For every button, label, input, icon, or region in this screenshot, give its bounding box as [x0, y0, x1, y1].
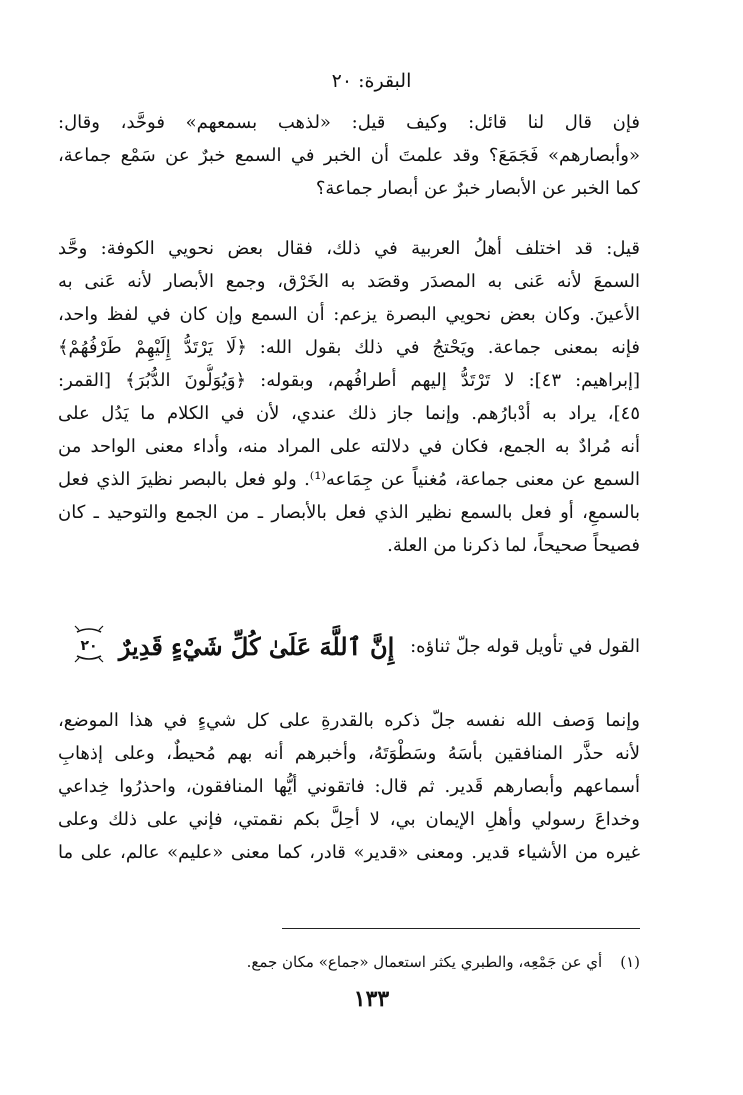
paragraph-question	[58, 106, 640, 205]
text-line: السمعَ لأنه عَنى به المصدَر وقصَد به الخَرْق، وجمع الأبصار لأنه عَنى به	[58, 271, 640, 292]
text-line: فصيحاً صحيحاً، لما ذكرنا من العلة.	[387, 535, 640, 556]
text-line: أنه مُرادٌ به الجمع، فكان في دلالته على المراد منه، وأداء معنى الواحد من	[58, 436, 640, 457]
text-line: الأعينَ. وكان بعض نحويي البصرة يزعم: أن السمع وإن كان في لفظ واحد،	[58, 304, 640, 325]
page-number: ١٣٣	[353, 986, 390, 1012]
text-line: ٤٥]، يراد به أدْبارُهم. وإنما جاز ذلك عندي، لأن في الكلام ما يَدُل على	[58, 403, 640, 424]
footnote	[247, 953, 640, 971]
paragraph-answer	[58, 232, 640, 562]
text-line: وخداعَ رسولي وأهلِ الإيمان بي، لا أحِلَّ بكم نقمتي، فإني على ذلك وعلى	[58, 809, 640, 830]
text-line: «وأبصارهم» فَجَمَعَ؟ وقد علمتَ أن الخبر في السمع خبرٌ عن سَمْع جماعة،	[58, 145, 640, 166]
heading-intro: القول في تأويل قوله جلّ ثناؤه:	[410, 636, 640, 657]
text-line: غيره من الأشياء قدير. ومعنى «قدير» قادر، كما معنى «عليم» عالم، على ما	[58, 842, 640, 863]
text-line: فإنه بمعنى جماعة. ويَحْتجُ في ذلك بقول الله: ﴿لَا يَرْتَدُّ إِلَيْهِمْ طَرْفُهُمْ﴾	[58, 337, 640, 358]
text-line: بالسمعِ، أو فعل بالسمع نظير الذي فعل بالأبصار ـ من الجمع والتوحيد ـ كان	[58, 502, 640, 523]
text-line: قيل: قد اختلف أهلُ العربية في ذلك، فقال بعض نحويي الكوفة: وحَّد	[58, 238, 640, 259]
footnote-number: (١)	[620, 953, 640, 971]
text-line: السمع عن معنى جماعة، مُغنياً عن جِمَاعه⁽¹⁾. ولو فعل بالبصر نظيرَ الذي فعل	[58, 469, 640, 490]
text-line: كما الخبر عن الأبصار خبرٌ عن أبصار جماعة؟	[315, 178, 640, 199]
text-line: لأنه حذَّر المنافقين بأسَهُ وسَطْوَتَهُ، وأخبرهم أنه بهم مُحيطٌ، وعلى إذهابِ	[58, 743, 640, 764]
section-heading	[58, 624, 640, 674]
text-line: أسماعهم وأبصارهم قَدير. ثم قال: فاتقوني أيُّها المنافقون، واحذرُوا خِداعي	[58, 776, 640, 797]
text-line: وإنما وَصف الله نفسه جلّ ذكره بالقدرةِ على كل شيءٍ في هذا الموضع،	[58, 710, 640, 731]
text-line: فإن قال لنا قائل: وكيف قيل: «لذهب بسمعهم» فوحَّد، وقال:	[58, 112, 640, 133]
ayah-marker-icon	[69, 624, 109, 669]
ayah-number: ٢٠	[80, 638, 98, 654]
footnote-divider	[282, 928, 640, 929]
quran-verse: إِنَّ ٱللَّهَ عَلَىٰ كُلِّ شَيْءٍ قَدِيرٌ	[118, 632, 395, 661]
text-line: [إبراهيم: ٤٣]: لا تَرْتَدُّ إليهم أطرافُهم، وبقوله: ﴿وَيُوَلُّونَ الدُّبُرَ﴾ [القمر:	[58, 370, 640, 391]
footnote-text: أي عن جَمْعِه، والطبري يكثر استعمال «جماع» مكان جمع.	[246, 953, 603, 971]
paragraph-commentary	[58, 704, 640, 869]
running-header: البقرة: ٢٠	[331, 70, 412, 92]
